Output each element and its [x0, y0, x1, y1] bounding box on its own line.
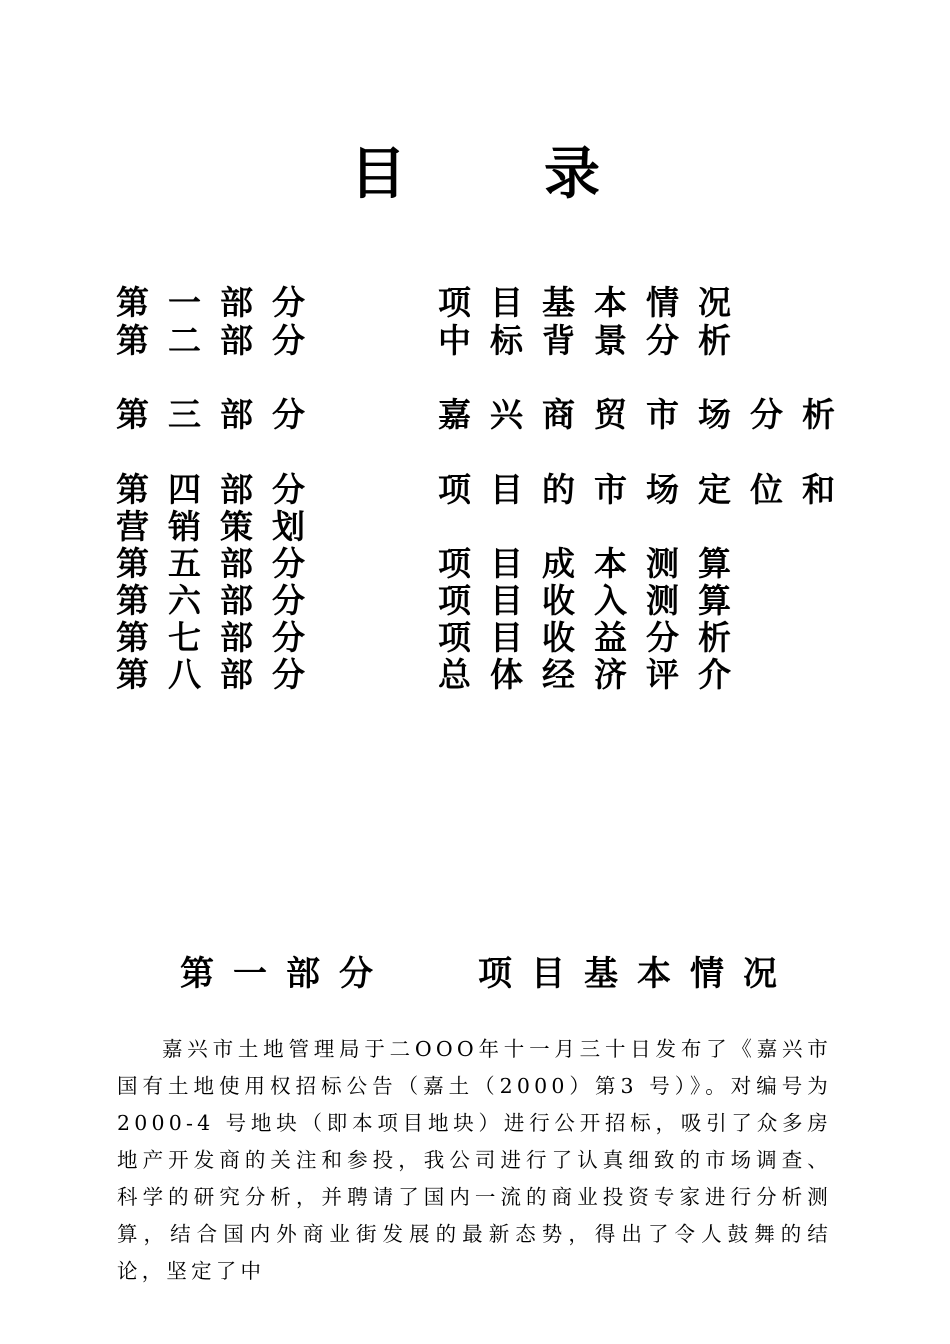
- toc-part: 第六部分: [116, 581, 324, 620]
- toc-part: 第八部分: [116, 655, 324, 694]
- toc-title: [0, 140, 950, 210]
- toc-topic: 项目收入测算: [438, 581, 750, 620]
- toc-topic: 嘉兴商贸市场分析: [438, 395, 854, 434]
- section-part: 第一部分: [180, 954, 392, 994]
- toc-part: 第四部分: [116, 470, 324, 509]
- toc-topic: 项目收益分析: [438, 618, 750, 657]
- toc-part: 第三部分: [116, 395, 324, 434]
- toc-topic: 项目的市场定位和: [438, 470, 854, 509]
- toc-title-char-1: 目: [350, 142, 406, 207]
- section-heading: [180, 950, 796, 998]
- toc-topic: 项目基本情况: [438, 283, 750, 322]
- toc-part: 第二部分: [116, 321, 324, 360]
- body-paragraph: 嘉兴市土地管理局于二OOO年十一月三十日发布了《嘉兴市国有土地使用权招标公告（嘉土（2000）第3 号）》。对编号为2000-4 号地块（即本项目地块）进行公开招标，吸引了众多房地产开发商的关注和参投，我公司进行了认真细致的市场调查、科学的研究分析，并聘请了国内一流的商业投资专家进行分析测算，结合国内外商业街发展的最新态势，得出了令人鼓舞的结论，坚定了中: [117, 1037, 832, 1283]
- toc-part: 第五部分: [116, 544, 324, 583]
- toc-topic: 总体经济评介: [438, 655, 750, 694]
- toc-part: 营销策划: [116, 507, 324, 546]
- toc-part: 第一部分: [116, 283, 324, 322]
- toc-title-char-2: 录: [544, 142, 600, 207]
- toc-topic: 中标背景分析: [438, 321, 750, 360]
- section-title: 项目基本情况: [478, 954, 796, 994]
- toc-topic: 项目成本测算: [438, 544, 750, 583]
- toc-part: 第七部分: [116, 618, 324, 657]
